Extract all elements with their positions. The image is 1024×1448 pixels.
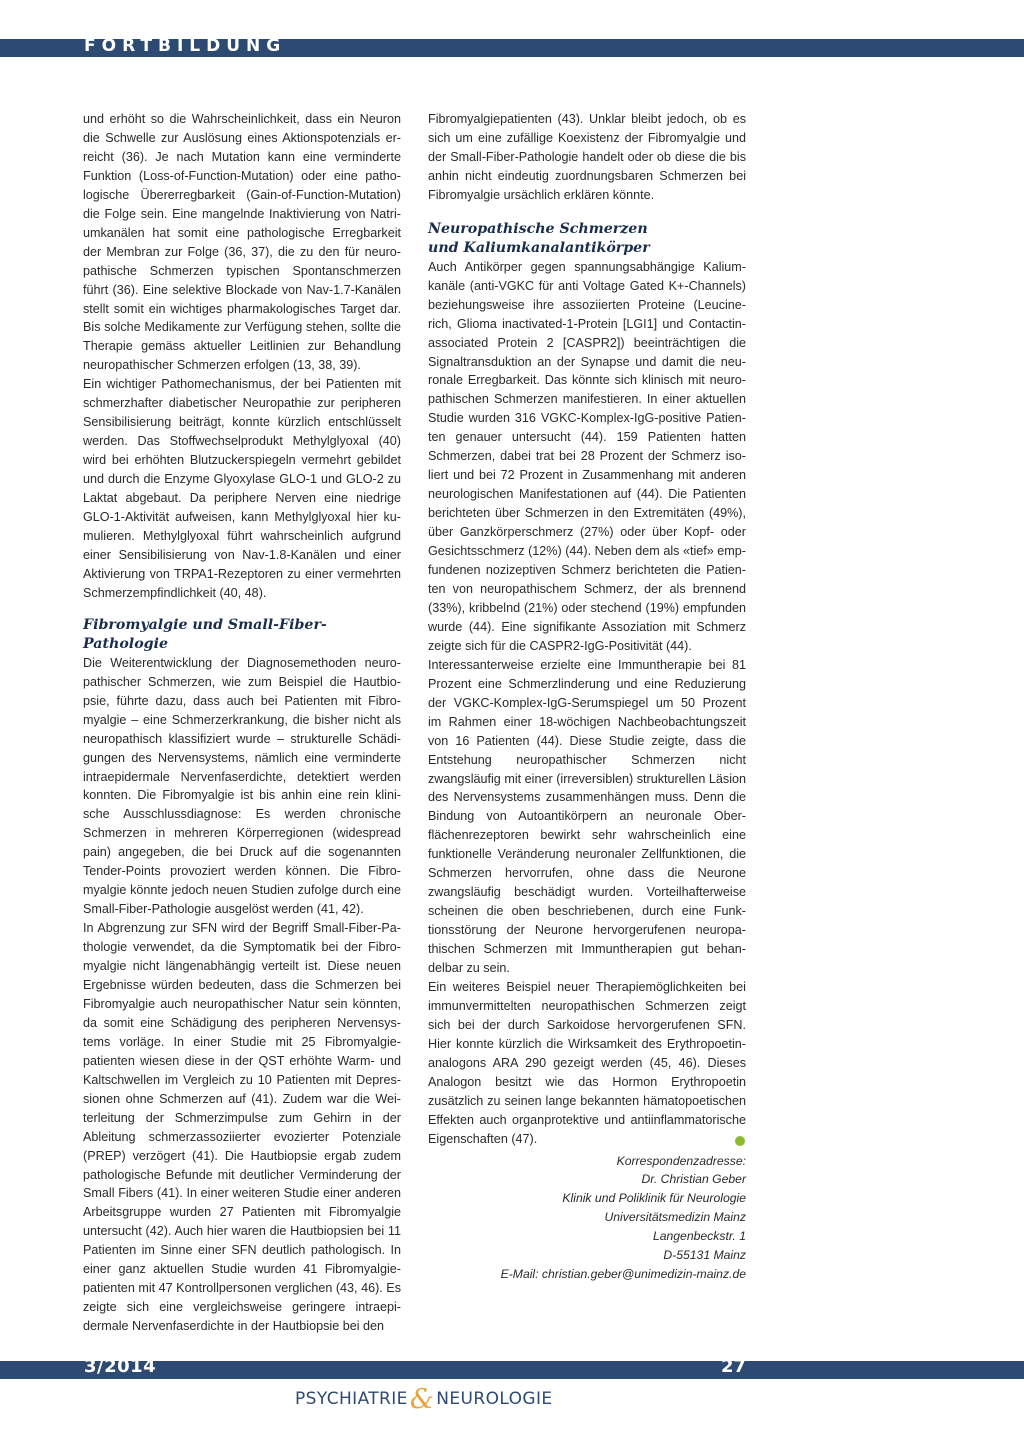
body-paragraph: Interessanterweise erzielte eine Immuntherapie bei 81 Prozent eine Schmerzlinderung und eine Reduzierung der VGKC-Komplex-IgG-Serumspiegel um 50 Prozent im Rahmen einer 18-wöchigen Nachbeobachtungszeit von 16 Patienten (44). Diese Studie zeigte, dass die Entstehung neuropathischer Schmerzen nicht zwangsläufig mit einer (irreversiblen) strukturellen Läsion des Nervensystems zusammenhängen muss. Denn die Bindung von Autoantikörpern an neuronale Oberflächenrezeptoren bewirkt sehr wahrscheinlich eine funktionelle Veränderung neuronaler Zellfunktionen, die Schmerzen hervorrufen, ohne dass die Neurone zwangsläufig beschädigt wurden. Vorteilhafterweise scheinen die oben beschriebenen, durch eine Funktionsstörung der Neurone hervorgerufenen neuropathischen Schmerzen mit Immuntherapien gut behandelbar zu sein. [428, 657, 746, 976]
section-label: FORTBILDUNG [84, 36, 287, 56]
last-paragraph-wrap [428, 978, 746, 1149]
address-email[interactable]: E-Mail: christian.geber@unimedizin-mainz.de [500, 1267, 746, 1281]
address-city: D-55131 Mainz [663, 1248, 746, 1263]
journal-ampersand: & [409, 1383, 435, 1415]
issue-number: 3/2014 [84, 1356, 157, 1377]
body-paragraph: und erhöht so die Wahrscheinlichkeit, dass ein Neuron die Schwelle zur Auslösung eines Aktionspotenzials erreicht (36). Je nach Mutation kann eine verminderte Funktion (Loss-of-Function-Mutation) oder eine pathologische Übererregbarkeit (Gain-of-Function-Mutation) die Folge sein. Eine mangelnde Inaktivierung von Natriumkanälen hat somit eine pathologische Erregbarkeit der Membran zur Folge (36, 37), die zu den für neuropathische Schmerzen typischen Spontanschmerzen führt (36). Eine selektive Blockade von Nav-1.7-Kanälen stellt somit ein wichtiges pharmakologisches Target dar. Bis solche Medikamente zur Verfügung stehen, sollte die Therapie gemäss aktueller Leitlinien zur Behandlung neuropathischer Schmerzen erfolgen (13, 38, 39). [83, 112, 401, 373]
journal-name-left: PSYCHIATRIE [295, 1389, 408, 1409]
body-paragraph: In Abgrenzung zur SFN wird der Begriff Small-Fiber-Pathologie verwendet, da die Symptomatik bei der Fibromyalgie nicht längenabhängig verteilt ist. Diese neuen Ergebnisse würden bedeuten, dass die Schmerzen bei Fibromyalgie auch neuropathischer Natur sein könnten, da somit eine Schädigung des peripheren Nervensystems vorläge. In einer Studie mit 25 Fibromyalgiepatienten wiesen diese in der QST erhöhte Warm- und Kaltschwellen im Vergleich zu 10 Patienten mit Depressionen ohne Schmerzen auf (41). Zudem war die Weiterleitung der Schmerzimpulse zum Gehirn in der Ableitung schmerzassoziierter evozierter Potenziale (PREP) verzögert (41). Die Hautbiopsie ergab zudem pathologische Befunde mit deutlicher Verminderung der Small Fibers (41). In einer weiteren Studie einer anderen Arbeitsgruppe wurden 27 Patienten mit Fibromyalgie untersucht (42). Auch hier waren die Hautbiopsien bei 11 Patienten im Sinne einer SFN deutlich pathologisch. In einer ganz aktuellen Studie wurden 41 Fibromyalgiepatienten mit 47 Kontrollpersonen verglichen (43, 46). Es zeigte sich eine vergleichsweise geringere intraepidermale Nervenfaserdichte in der Hautbiopsie bei den [83, 921, 401, 1334]
heading-line: Neuropathische Schmerzen [428, 220, 648, 237]
address-institution: Universitätsmedizin Mainz [604, 1210, 746, 1225]
address-street: Langenbeckstr. 1 [652, 1229, 746, 1244]
section-heading: Fibromyalgie und Small-Fiber-Pathologie [83, 616, 327, 652]
body-paragraph: Die Weiterentwicklung der Diagnosemethoden neuropathischer Schmerzen, wie zum Beispiel die Hautbiopsie, führte dazu, dass auch bei Patienten mit Fibromyalgie – eine Schmerzerkrankung, die bisher nicht als neuropathisch klassifiziert wurde – strukturelle Schädigungen des Nervensystems, nämlich eine verminderte intraepidermale Nervenfaserdichte, detektiert werden konnten. Die Fibromyalgie ist bis anhin eine rein klinische Ausschlussdiagnose: Es werden chronische Schmerzen in mehreren Körperregionen (widespread pain) angegeben, die bei Druck auf die sogenannten Tender-Points provoziert werden können. Die Fibromyalgie könnte jedoch neuen Studien zufolge durch eine Small-Fiber-Pathologie ausgelöst werden (41, 42). [83, 655, 401, 917]
correspondence-address [428, 1152, 746, 1284]
body-paragraph: Auch Antikörper gegen spannungsabhängige Kaliumkanäle (anti-VGKC für anti Voltage Gated K+-Channels) beziehungsweise ihre assoziierten Proteine (Leucine-rich, Glioma inactivated-1-Protein [LGI1] und Contactin-associated Protein 2 [CASPR2]) beeinträchtigen die Signaltransduktion an der Synapse und damit die neuronale Erregbarkeit. Das könnte sich klinisch mit neuropathischen Schmerzen manifestieren. In einer aktuellen Studie wurden 316 VGKC-Komplex-IgG-positive Patienten genauer untersucht (44). 159 Patienten hatten Schmerzen, dabei trat bei 28 Prozent der Schmerz isoliert und bei 72 Prozent in Zusammenhang mit anderen neurologischen Manifestationen auf (44). Die Patienten berichteten über Schmerzen in den Extremitäten (49%), über Ganzkörperschmerz (27%) oder über Kopf- oder Gesichtsschmerz (12%) (44). Neben dem als «tief» empfundenen nozizeptiven Schmerz berichteten die Patienten von neuropathischem Schmerz, der als brennend (33%), kribbelnd (21%) oder stechend (19%) empfunden wurde (44). Eine signifikante Assoziation mit Schmerz zeigte sich für die CASPR2-IgG-Positivität (44). [428, 259, 746, 653]
body-paragraph: Fibromyalgiepatienten (43). Unklar bleibt jedoch, ob es sich um eine zufällige Koexistenz der Fibromyalgie und der Small-Fiber-Pathologie handelt oder ob diese die bis anhin nicht eindeutig zuordnungsbaren Schmerzen bei Fibromyalgie ursächlich erklären könnte. [428, 112, 746, 202]
body-paragraph: Ein weiteres Beispiel neuer Therapiemöglichkeiten bei immunvermittelten neuropathischen Schmerzen zeigt sich bei der durch Sarkoidose hervorgerufenen SFN. Hier konnte kürzlich die Wirksamkeit des Erythropoetinanalogons ARA 290 gezeigt werden (45, 46). Dieses Analogon besitzt wie das Hormon Erythropoetin zusätzlich zu seinen lange bekannten hämatopoetischen Effekten auch organprotektive und antiinflammatorische Eigenschaften (47). [428, 979, 746, 1146]
right-column [428, 110, 746, 1284]
address-name: Dr. Christian Geber [641, 1172, 746, 1187]
address-label: Korrespondenzadresse: [616, 1153, 746, 1168]
journal-logo [295, 1379, 553, 1419]
section-heading [428, 220, 746, 258]
address-department: Klinik und Poliklinik für Neurologie [562, 1191, 746, 1206]
body-paragraph: Ein wichtiger Pathomechanismus, der bei Patienten mit schmerzhafter diabetischer Neuropathie zur peripheren Sensibilisierung beiträgt, konnte kürzlich entschlüsselt werden. Das Stoffwechselprodukt Methylglyoxal (40) wird bei erhöhten Blutzuckerspiegeln vermehrt gebildet und durch die Enzyme Glyoxylase GLO-1 und GLO-2 zu Laktat abgebaut. Da periphere Nerven eine niedrige GLO-1-Aktivität aufweisen, kann Methylglyoxal hier kumulieren. Methylglyoxal führt wahrscheinlich aufgrund einer Sensibilisierung von Nav-1.8-Kanälen und einer Aktivierung von TRPA1-Rezeptoren zu einer vermehrten Schmerzempfindlichkeit (40, 48). [83, 377, 401, 600]
heading-line: und Kaliumkanalantikörper [428, 239, 650, 256]
journal-name-right: NEUROLOGIE [436, 1389, 553, 1409]
end-of-article-dot-icon [735, 1136, 745, 1146]
left-column [83, 110, 401, 1336]
page-number: 27 [721, 1356, 747, 1377]
